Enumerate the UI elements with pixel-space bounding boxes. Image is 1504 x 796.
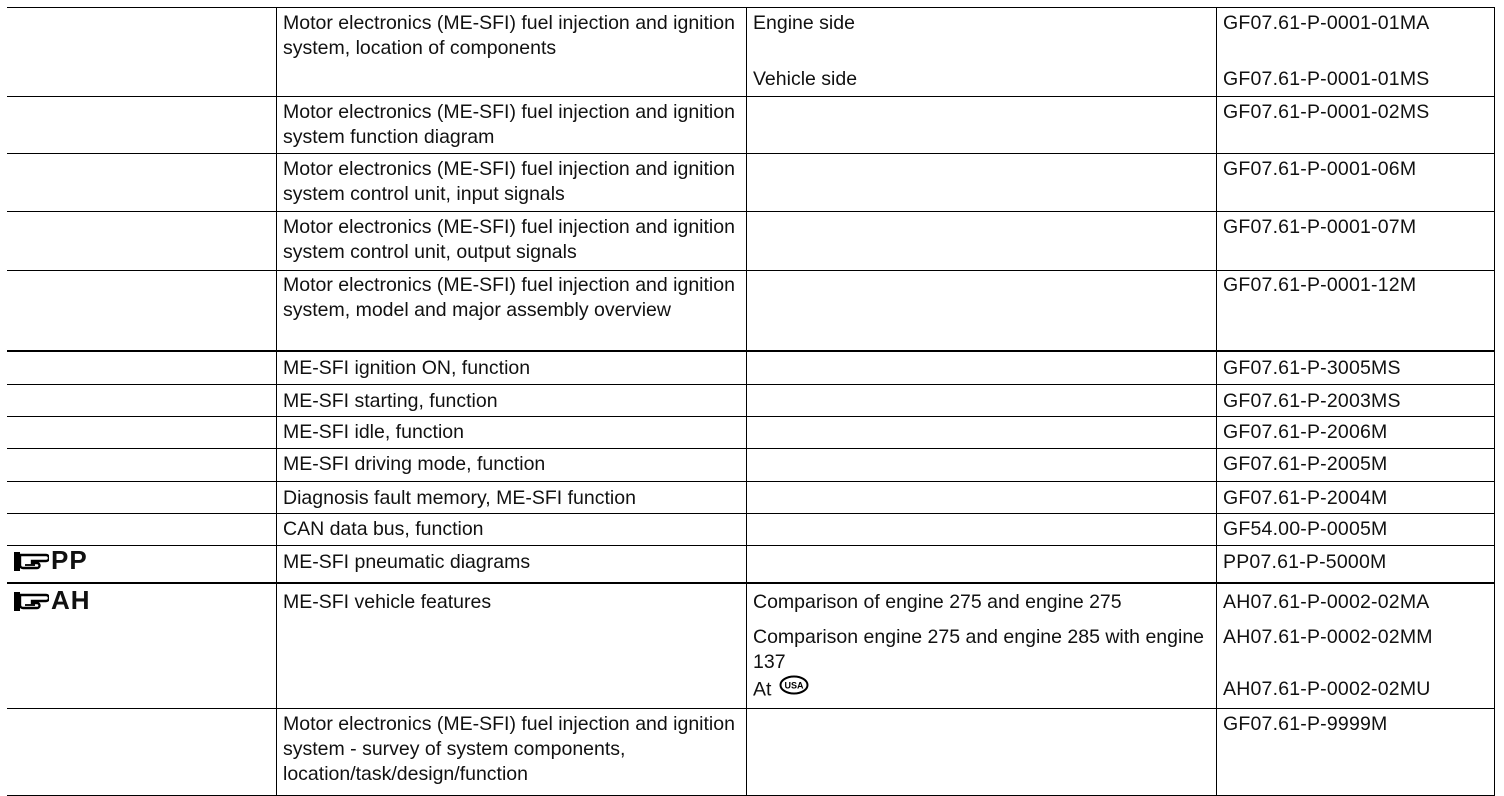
doc-link[interactable]: GF07.61-P-2006M [1223, 421, 1388, 443]
reference-marker [13, 545, 88, 575]
document-title: Motor electronics (ME-SFI) fuel injection and ignition system function diagram [283, 101, 735, 148]
doc-link[interactable]: AH07.61-P-0002-02MU [1223, 678, 1431, 700]
document-title: ME-SFI starting, function [283, 390, 498, 412]
doc-link[interactable]: GF07.61-P-0001-02MS [1223, 101, 1430, 123]
marker-label: PP [51, 545, 88, 575]
document-title: ME-SFI vehicle features [283, 591, 492, 613]
table-row [7, 584, 1495, 709]
note-row [753, 677, 1210, 704]
title-cell [276, 271, 746, 350]
doc-link[interactable]: GF07.61-P-0001-06M [1223, 158, 1417, 180]
notes-cell [746, 385, 1216, 416]
document-title: ME-SFI idle, function [283, 421, 464, 443]
marker-cell [7, 482, 276, 513]
marker-cell [7, 385, 276, 416]
doc-link[interactable]: AH07.61-P-0002-02MA [1223, 591, 1430, 613]
usa-badge-label: USA [784, 680, 804, 691]
marker-cell [7, 97, 276, 153]
doc-link[interactable]: GF07.61-P-9999M [1223, 713, 1388, 735]
table-row [7, 546, 1495, 584]
notes-cell [746, 449, 1216, 481]
doc-link[interactable]: GF07.61-P-3005MS [1223, 357, 1401, 379]
marker-cell [7, 546, 276, 582]
table-row [7, 7, 1495, 97]
doc-number-cell [1216, 352, 1495, 384]
notes-cell [746, 212, 1216, 270]
doc-link[interactable]: GF07.61-P-2005M [1223, 453, 1388, 475]
doc-number-cell [1216, 154, 1495, 211]
note-text: Comparison of engine 275 and engine 275 [753, 591, 1122, 613]
table-row [7, 385, 1495, 417]
doc-link[interactable]: GF07.61-P-2003MS [1223, 390, 1401, 412]
doc-link[interactable]: GF07.61-P-0001-12M [1223, 274, 1417, 296]
usa-badge-icon [779, 675, 809, 702]
doc-link[interactable]: AH07.61-P-0002-02MM [1223, 626, 1433, 648]
title-cell [276, 584, 746, 708]
document-title: Diagnosis fault memory, ME-SFI function [283, 487, 636, 509]
notes-cell [746, 352, 1216, 384]
marker-cell [7, 8, 276, 96]
doc-link[interactable]: GF07.61-P-0001-01MS [1223, 68, 1430, 90]
doc-number-cell [1216, 385, 1495, 416]
pointing-hand-icon [13, 549, 49, 573]
marker-cell [7, 584, 276, 708]
doc-number-cell [1216, 417, 1495, 448]
document-title: Motor electronics (ME-SFI) fuel injection and ignition system control unit, output signals [283, 216, 735, 263]
marker-label: AH [51, 585, 91, 615]
title-cell [276, 212, 746, 270]
notes-cell [746, 584, 1216, 708]
doc-number-cell [1216, 449, 1495, 481]
title-cell [276, 449, 746, 481]
table-row [7, 417, 1495, 449]
notes-cell [746, 8, 1216, 96]
notes-cell [746, 271, 1216, 350]
title-cell [276, 417, 746, 448]
document-title: ME-SFI pneumatic diagrams [283, 551, 531, 573]
doc-number-cell [1216, 8, 1495, 96]
table-row [7, 212, 1495, 271]
doc-number-cell [1216, 212, 1495, 270]
title-cell [276, 709, 746, 795]
table-row [7, 154, 1495, 212]
doc-link[interactable]: GF07.61-P-0001-01MA [1223, 12, 1430, 34]
marker-cell [7, 709, 276, 795]
document-title: Motor electronics (ME-SFI) fuel injection and ignition system, location of components [283, 12, 735, 59]
doc-link[interactable]: PP07.61-P-5000M [1223, 551, 1387, 573]
table-row [7, 352, 1495, 385]
note-text: At [753, 678, 772, 701]
title-cell [276, 8, 746, 96]
notes-cell [746, 514, 1216, 545]
doc-link[interactable]: GF54.00-P-0005M [1223, 518, 1388, 540]
reference-marker [13, 585, 91, 615]
title-cell [276, 154, 746, 211]
table-row [7, 271, 1495, 352]
marker-cell [7, 417, 276, 448]
doc-number-cell [1216, 514, 1495, 545]
title-cell [276, 546, 746, 582]
table-row [7, 97, 1495, 154]
doc-number-cell [1216, 271, 1495, 350]
notes-cell [746, 417, 1216, 448]
doc-link[interactable]: GF07.61-P-2004M [1223, 487, 1388, 509]
doc-number-cell [1216, 584, 1495, 708]
marker-cell [7, 271, 276, 350]
table-row [7, 482, 1495, 514]
table-row [7, 709, 1495, 796]
notes-cell [746, 482, 1216, 513]
marker-cell [7, 352, 276, 384]
doc-link[interactable]: GF07.61-P-0001-07M [1223, 216, 1417, 238]
title-cell [276, 352, 746, 384]
doc-number-cell [1216, 97, 1495, 153]
notes-cell [746, 154, 1216, 211]
note-text: Engine side [753, 12, 855, 34]
marker-cell [7, 514, 276, 545]
doc-number-cell [1216, 482, 1495, 513]
title-cell [276, 97, 746, 153]
title-cell [276, 514, 746, 545]
marker-cell [7, 154, 276, 211]
doc-number-cell [1216, 709, 1495, 795]
doc-number-cell [1216, 546, 1495, 582]
table-row [7, 514, 1495, 546]
document-title: ME-SFI ignition ON, function [283, 357, 531, 379]
reference-table [7, 7, 1495, 796]
note-text: Vehicle side [753, 68, 858, 90]
notes-cell [746, 546, 1216, 582]
notes-cell [746, 97, 1216, 153]
title-cell [276, 482, 746, 513]
note-text: Comparison engine 275 and engine 285 with engine 137 [753, 626, 1205, 673]
document-title: Motor electronics (ME-SFI) fuel injection and ignition system, model and major assembly overview [283, 274, 735, 321]
document-title: Motor electronics (ME-SFI) fuel injection and ignition system control unit, input signals [283, 158, 735, 205]
marker-cell [7, 212, 276, 270]
notes-cell [746, 709, 1216, 795]
document-title: Motor electronics (ME-SFI) fuel injection and ignition system - survey of system components, location/task/design/function [283, 713, 735, 785]
pointing-hand-icon [13, 589, 49, 613]
marker-cell [7, 449, 276, 481]
document-title: CAN data bus, function [283, 518, 484, 540]
title-cell [276, 385, 746, 416]
document-title: ME-SFI driving mode, function [283, 453, 546, 475]
table-row [7, 449, 1495, 482]
